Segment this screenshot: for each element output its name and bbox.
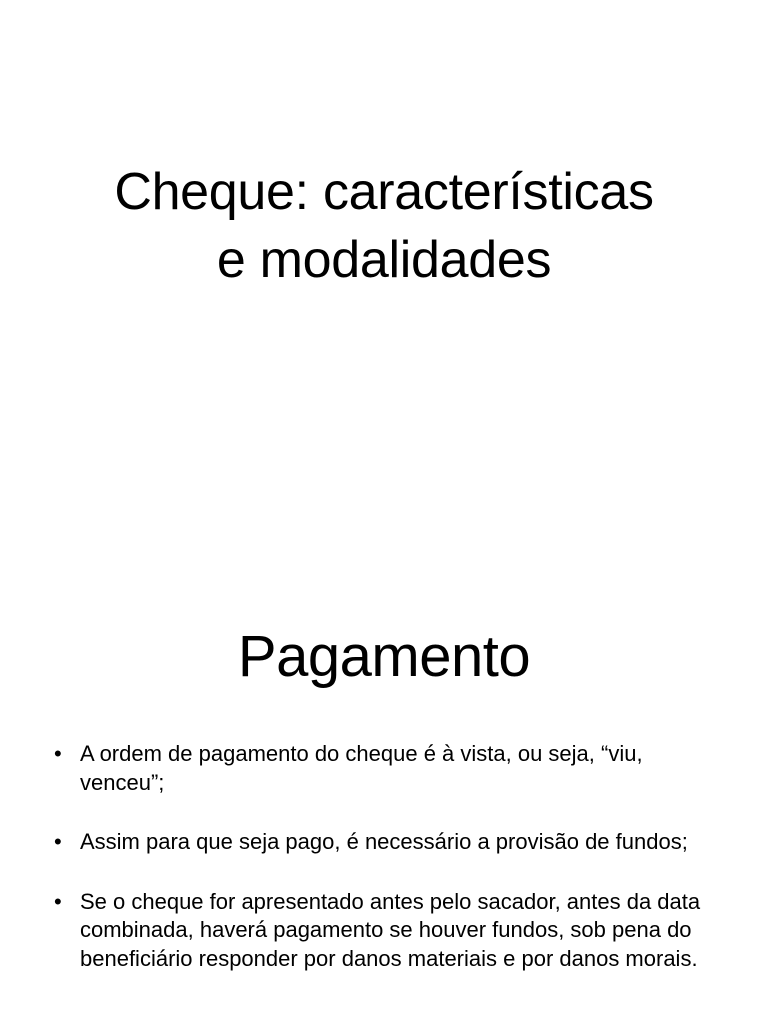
bullet-list	[54, 740, 714, 1004]
bullet-text: Se o cheque for apresentado antes pelo sacador, antes da data combinada, haverá pagamento se houver fundos, sob pena do beneficiário responder por danos materiais e por danos morais.	[80, 888, 701, 971]
pagamento-slide	[0, 576, 768, 1024]
slide-title-line-2: e modalidades	[216, 231, 552, 289]
bullet-dot-icon: •	[54, 829, 62, 854]
bullet-item	[54, 828, 714, 857]
slide-title-line-1: Cheque: características	[114, 163, 654, 221]
slide-title	[0, 158, 768, 294]
bullet-dot-icon: •	[54, 741, 62, 766]
bullet-text: Assim para que seja pago, é necessário a provisão de fundos;	[80, 829, 688, 854]
bullet-item	[54, 888, 714, 974]
section-title: Pagamento	[237, 624, 531, 689]
bullet-text: A ordem de pagamento do cheque é à vista, ou seja, “viu, venceu”;	[80, 741, 643, 795]
bullet-item	[54, 740, 714, 797]
bullet-dot-icon: •	[54, 888, 62, 914]
